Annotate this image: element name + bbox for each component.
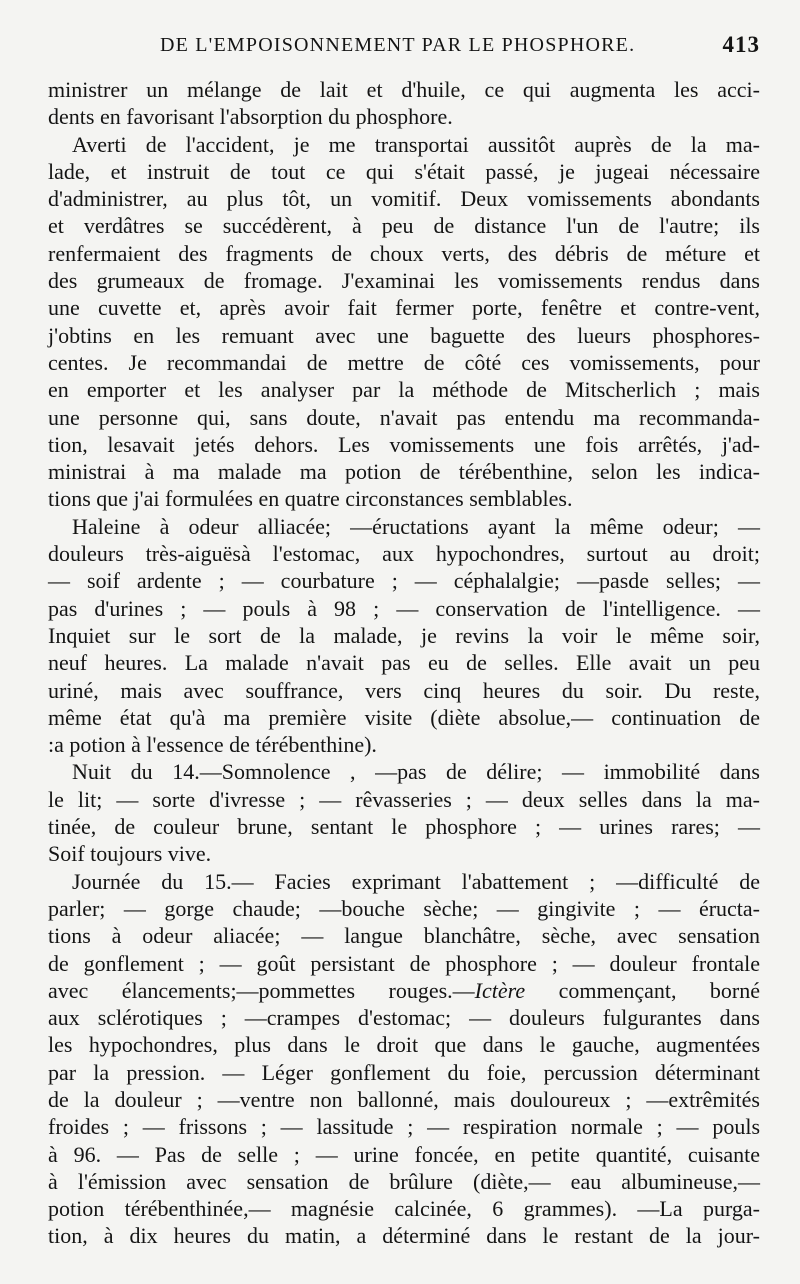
text-line: ministrai à ma malade ma potion de térébenthine, selon les indica-	[48, 459, 760, 485]
text-line: avec élancements;—pommettes rouges.—Ictère commençant, borné	[48, 977, 760, 1003]
page-number: 413	[722, 32, 760, 57]
text-line: Averti de l'accident, je me transportai aussitôt auprès de la ma-	[72, 131, 760, 157]
emphasized-word: Ictère	[474, 977, 526, 1003]
text-line: de la douleur ; —ventre non ballonné, mais douloureux ; —extrêmités	[48, 1086, 760, 1112]
text-line: par la pression. — Léger gonflement du foie, percussion déterminant	[48, 1059, 760, 1085]
text-line: tions à odeur aliacée; — langue blanchâtre, sèche, avec sensation	[48, 923, 760, 949]
text-line: parler; — gorge chaude; —bouche sèche; — gingivite ; — éructa-	[48, 895, 760, 921]
text-line: pas d'urines ; — pouls à 98 ; — conservation de l'intelligence. —	[48, 595, 760, 621]
text-line: — soif ardente ; — courbature ; — céphalalgie; —pasde selles; —	[48, 568, 760, 594]
text-line: des grumeaux de fromage. J'examinai les vomissements rendus dans	[48, 268, 760, 294]
paragraph-5	[48, 868, 760, 1250]
text-line: Nuit du 14.—Somnolence , —pas de délire; — immobilité dans	[72, 759, 760, 785]
text-line: une cuvette et, après avoir fait fermer porte, fenêtre et contre-vent,	[48, 295, 760, 321]
text-line: froides ; — frissons ; — lassitude ; — respiration normale ; — pouls	[48, 1114, 760, 1140]
text-line: les hypochondres, plus dans le droit que dans le gauche, augmentées	[48, 1032, 760, 1058]
text-line: aux sclérotiques ; —crampes d'estomac; — douleurs fulgurantes dans	[48, 1005, 760, 1031]
text-line: j'obtins en les remuant avec une baguette des lueurs phosphores-	[48, 322, 760, 348]
text-line: renfermaient des fragments de choux verts, des débris de méture et	[48, 240, 760, 266]
text-line: Haleine à odeur alliacée; —éructations ayant la même odeur; —	[72, 513, 760, 539]
paragraph-1	[48, 76, 760, 131]
text-line: douleurs très-aiguësà l'estomac, aux hypochondres, surtout au droit;	[48, 541, 760, 567]
text-line: uriné, mais avec souffrance, vers cinq heures du soir. Du reste,	[48, 677, 760, 703]
body-text	[48, 76, 760, 1250]
text-line: Inquiet sur le sort de la malade, je revins la voir le même soir,	[48, 622, 760, 648]
paragraph-4	[48, 758, 760, 867]
text-line: neuf heures. La malade n'avait pas eu de selles. Elle avait un peu	[48, 650, 760, 676]
page-header	[48, 30, 760, 64]
text-line: même état qu'à ma première visite (diète absolue,— continuation de	[48, 704, 760, 730]
text-line: à l'émission avec sensation de brûlure (diète,— eau albumineuse,—	[48, 1168, 760, 1194]
text-line: lade, et instruit de tout ce qui s'était passé, je jugeai nécessaire	[48, 158, 760, 184]
text-line: tinée, de couleur brune, sentant le phosphore ; — urines rares; —	[48, 814, 760, 840]
text-line: tion, à dix heures du matin, a déterminé dans le restant de la jour-	[48, 1223, 760, 1249]
text-line: tion, lesavait jetés dehors. Les vomissements une fois arrêtés, j'ad-	[48, 431, 760, 457]
text-line: le lit; — sorte d'ivresse ; — rêvasseries ; — deux selles dans la ma-	[48, 786, 760, 812]
text-line: tions que j'ai formulées en quatre circonstances semblables.	[48, 486, 573, 512]
text-line: de gonflement ; — goût persistant de phosphore ; — douleur frontale	[48, 950, 760, 976]
text-line: potion térébenthinée,— magnésie calcinée, 6 grammes). —La purga-	[48, 1196, 760, 1222]
text-line: :a potion à l'essence de térébenthine).	[48, 732, 377, 758]
running-title: DE L'EMPOISONNEMENT PAR LE PHOSPHORE.	[160, 34, 636, 56]
text-line: une personne qui, sans doute, n'avait pas entendu ma recommanda-	[48, 404, 760, 430]
text-line: et verdâtres se succédèrent, à peu de distance l'un de l'autre; ils	[48, 213, 760, 239]
text-line: Journée du 15.— Facies exprimant l'abattement ; —difficulté de	[72, 868, 760, 894]
paragraph-3	[48, 513, 760, 759]
paragraph-2	[48, 131, 760, 513]
text-line: ministrer un mélange de lait et d'huile, ce qui augmenta les acci-	[48, 77, 760, 102]
text-line: centes. Je recommandai de mettre de côté ces vomissements, pour	[48, 349, 760, 375]
text-line: dents en favorisant l'absorption du phosphore.	[48, 104, 453, 130]
text-line: Soif toujours vive.	[48, 841, 212, 867]
text-line: d'administrer, au plus tôt, un vomitif. Deux vomissements abondants	[48, 186, 760, 212]
text-line: à 96. — Pas de selle ; — urine foncée, en petite quantité, cuisante	[48, 1141, 760, 1167]
text-line: en emporter et les analyser par la méthode de Mitscherlich ; mais	[48, 377, 760, 403]
